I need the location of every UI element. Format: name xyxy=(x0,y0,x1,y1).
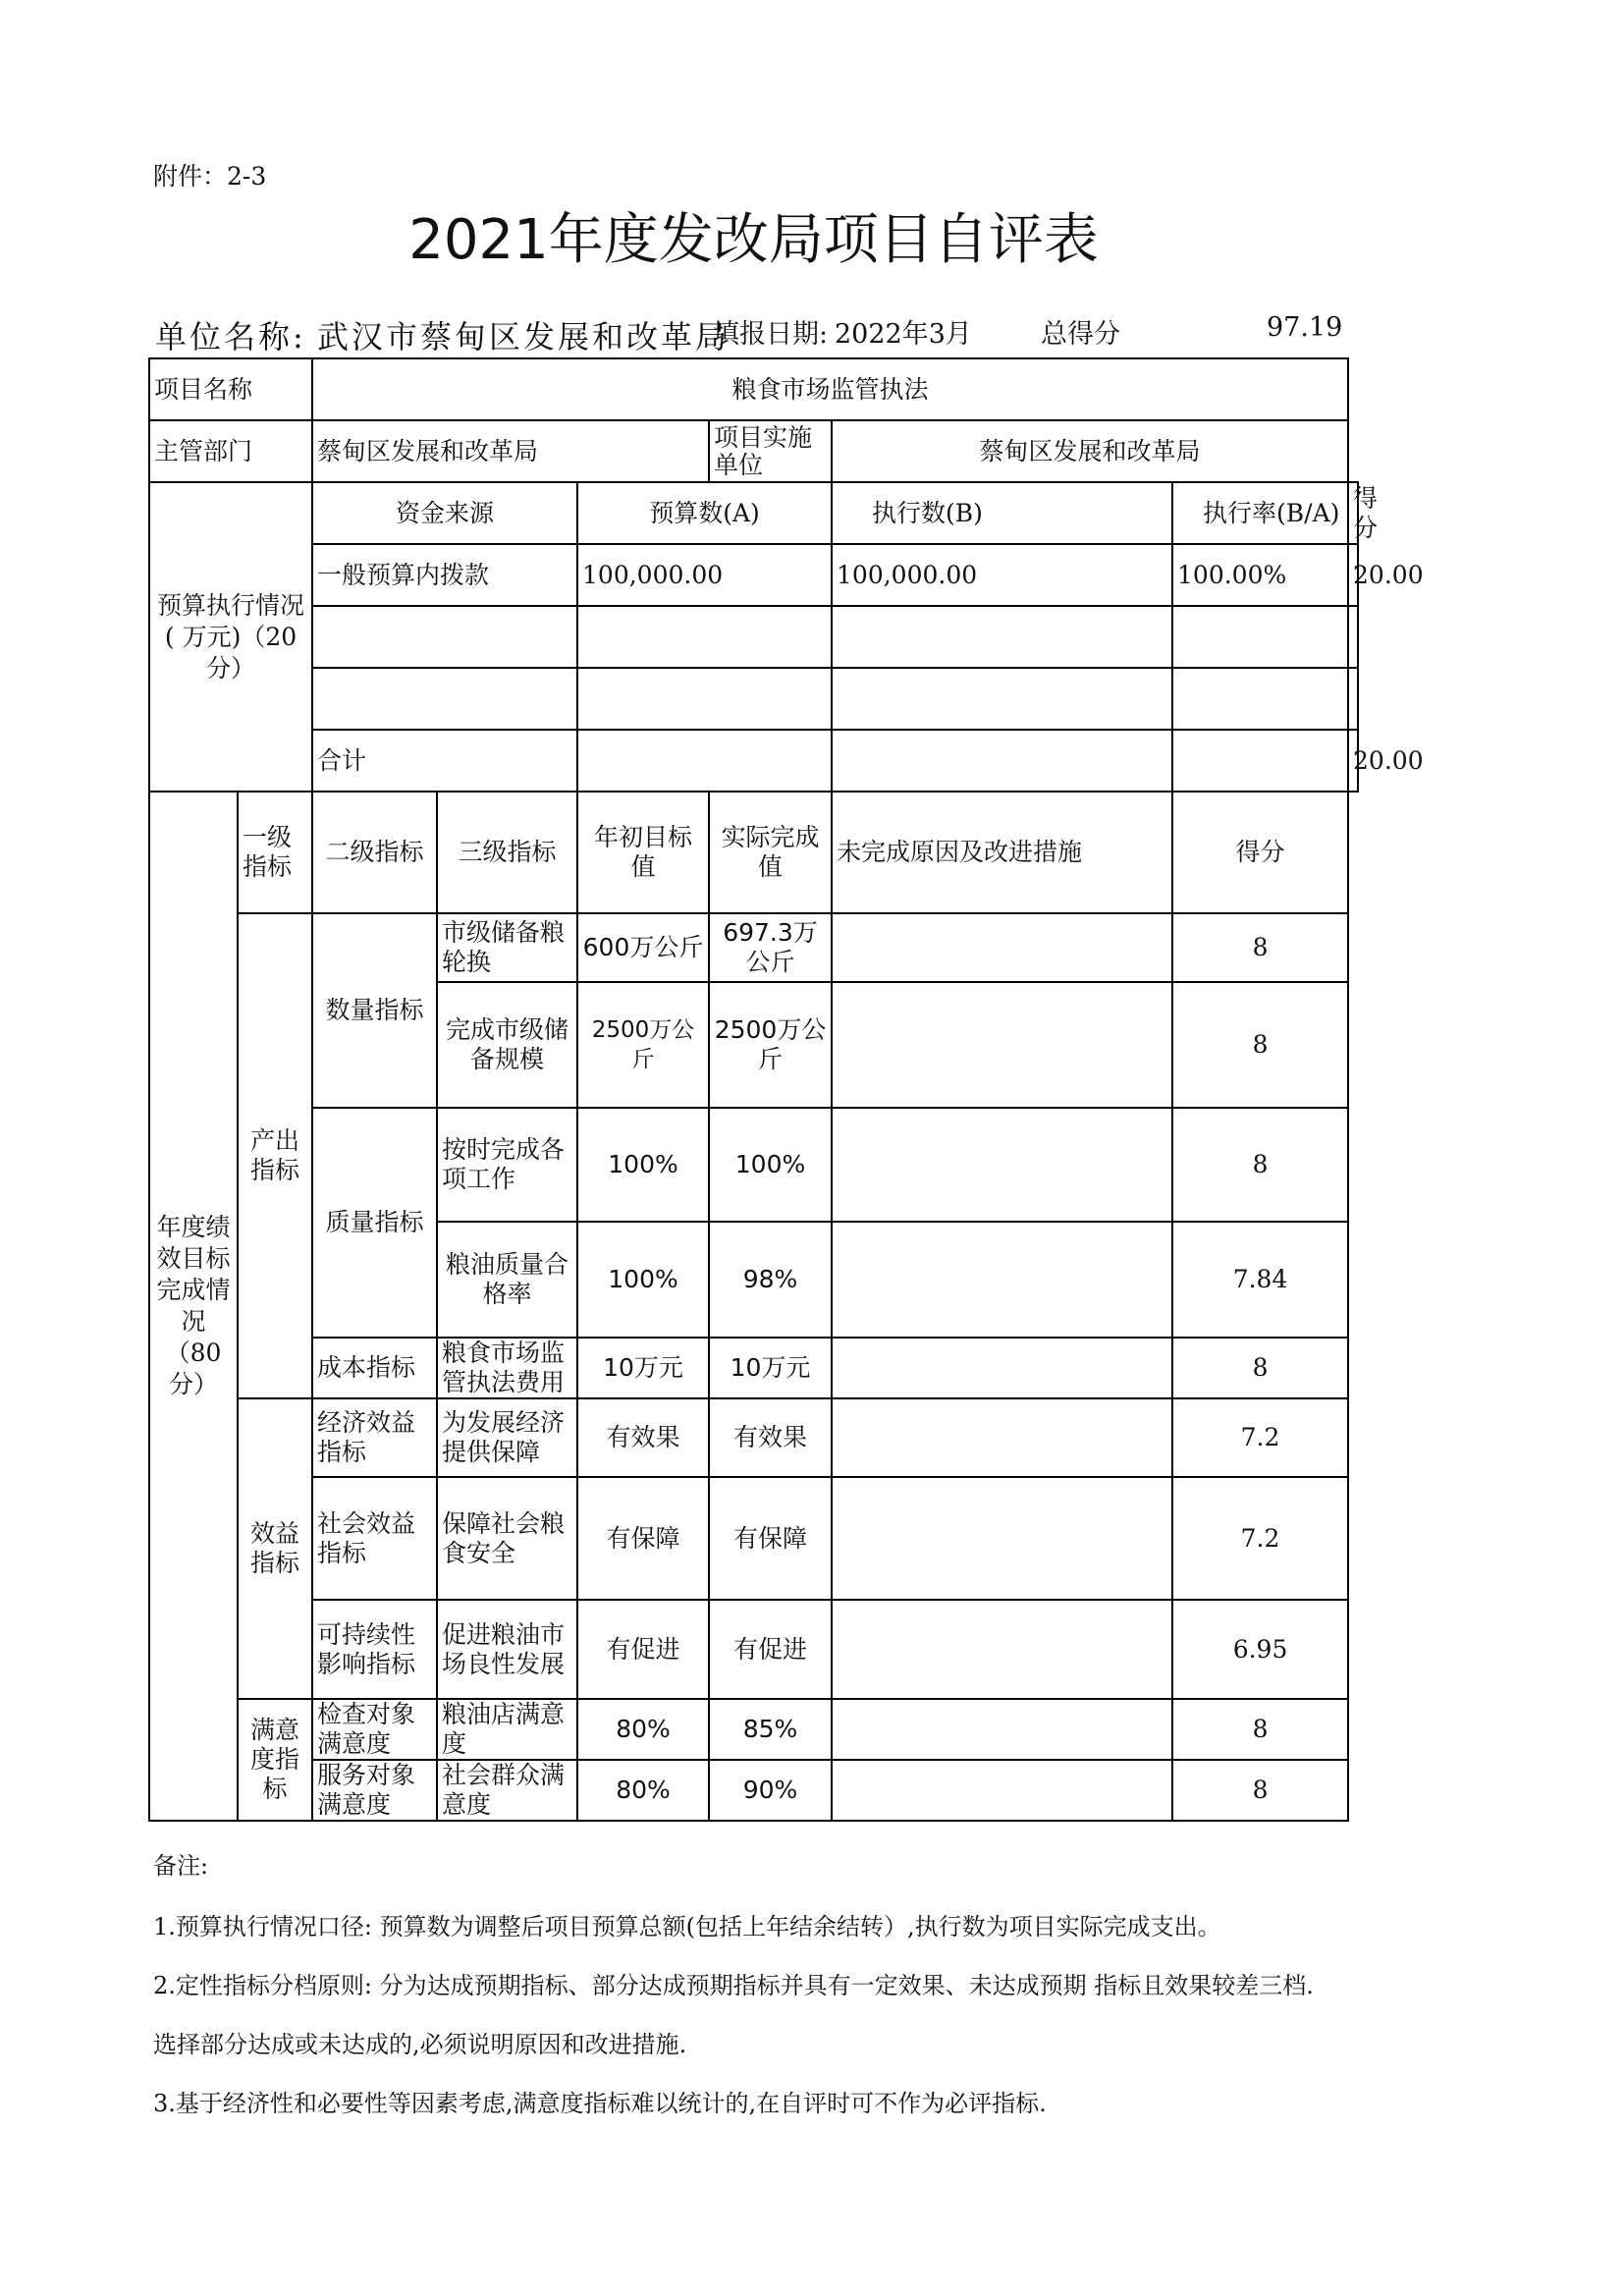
budget-empty-cell xyxy=(832,668,1172,730)
score-value: 7.2 xyxy=(1172,1398,1348,1477)
reason-cell xyxy=(832,1477,1172,1600)
budget-col-budget: 预算数(A) xyxy=(577,482,832,544)
target-value: 80% xyxy=(577,1699,709,1760)
col-level1: 一级指标 xyxy=(238,792,312,913)
actual-value: 有促进 xyxy=(709,1600,832,1699)
sub-quality: 质量指标 xyxy=(312,1108,437,1338)
sub-sustain: 可持续性影响指标 xyxy=(312,1600,437,1699)
col-level3: 三级指标 xyxy=(437,792,577,913)
budget-col-executed: 执行数(B) xyxy=(832,482,1172,544)
col-target: 年初目标值 xyxy=(577,792,709,913)
indicator: 按时完成各项工作 xyxy=(437,1108,577,1222)
page-title: 2021年度发改局项目自评表 xyxy=(408,208,1099,272)
col-level2: 二级指标 xyxy=(312,792,437,913)
sub-social: 社会效益指标 xyxy=(312,1477,437,1600)
budget-empty-cell xyxy=(577,606,832,668)
reason-cell xyxy=(832,1398,1172,1477)
group-benefit: 效益指标 xyxy=(238,1398,312,1699)
reason-cell xyxy=(832,982,1172,1108)
indicator: 保障社会粮食安全 xyxy=(437,1477,577,1600)
reason-cell xyxy=(832,1108,1172,1222)
note-2b: 选择部分达成或未达成的,必须说明原因和改进措施. xyxy=(153,2031,687,2058)
performance-section-label: 年度绩效目标完成情况（80分） xyxy=(149,792,238,1821)
reason-cell xyxy=(832,1600,1172,1699)
sub-served: 服务对象满意度 xyxy=(312,1760,437,1821)
target-value: 80% xyxy=(577,1760,709,1821)
fill-date-value: 2022年3月 xyxy=(835,319,972,350)
budget-col-score: 得分 xyxy=(1348,482,1358,544)
sub-economic: 经济效益指标 xyxy=(312,1398,437,1477)
reason-cell xyxy=(832,1222,1172,1338)
indicator: 促进粮油市场良性发展 xyxy=(437,1600,577,1699)
score-value: 6.95 xyxy=(1172,1600,1348,1699)
group-output: 产出指标 xyxy=(238,913,312,1398)
indicator: 粮油店满意度 xyxy=(437,1699,577,1760)
project-name-value: 粮食市场监管执法 xyxy=(312,358,1348,420)
budget-row-budget: 100,000.00 xyxy=(577,544,832,606)
budget-row-source: 一般预算内拨款 xyxy=(312,544,577,606)
note-1: 1.预算执行情况口径: 预算数为调整后项目预算总额(包括上年结余结转）,执行数为项目实际完成支出。 xyxy=(153,1913,1221,1941)
reason-cell xyxy=(832,1699,1172,1760)
target-value: 有保障 xyxy=(577,1477,709,1600)
indicator: 粮食市场监管执法费用 xyxy=(437,1338,577,1398)
budget-row-executed: 100,000.00 xyxy=(832,544,1172,606)
impl-unit-value: 蔡甸区发展和改革局 xyxy=(832,420,1348,482)
indicator: 社会群众满意度 xyxy=(437,1760,577,1821)
budget-col-rate: 执行率(B/A) xyxy=(1172,482,1348,544)
budget-empty-cell xyxy=(832,606,1172,668)
budget-empty-cell xyxy=(1172,668,1348,730)
note-3: 3.基于经济性和必要性等因素考虑,满意度指标难以统计的,在自评时可不作为必评指标. xyxy=(153,2090,1047,2117)
reason-cell xyxy=(832,913,1172,982)
col-reason: 未完成原因及改进措施 xyxy=(832,792,1172,913)
budget-col-source: 资金来源 xyxy=(312,482,577,544)
budget-section-label: 预算执行情况( 万元)（20分） xyxy=(149,482,312,792)
indicator: 粮油质量合格率 xyxy=(437,1222,577,1338)
score-value: 7.84 xyxy=(1172,1222,1348,1338)
indicator: 完成市级储备规模 xyxy=(437,982,577,1108)
score-value: 8 xyxy=(1172,982,1348,1108)
actual-value: 10万元 xyxy=(709,1338,832,1398)
actual-value: 100% xyxy=(709,1108,832,1222)
indicator: 为发展经济提供保障 xyxy=(437,1398,577,1477)
actual-value: 有保障 xyxy=(709,1477,832,1600)
score-value: 8 xyxy=(1172,1760,1348,1821)
indicator: 市级储备粮轮换 xyxy=(437,913,577,982)
target-value: 2500万公斤 xyxy=(577,982,709,1108)
sub-inspected: 检查对象满意度 xyxy=(312,1699,437,1760)
target-value: 有促进 xyxy=(577,1600,709,1699)
unit-name-value: 武汉市蔡甸区发展和改革局 xyxy=(317,318,731,355)
impl-unit-label: 项目实施单位 xyxy=(709,420,832,482)
budget-empty-cell xyxy=(577,668,832,730)
col-actual: 实际完成值 xyxy=(709,792,832,913)
budget-total-label: 合计 xyxy=(312,730,577,792)
unit-name-label: 单位名称: xyxy=(155,318,306,355)
budget-total-score: 20.00 xyxy=(1348,730,1358,792)
actual-value: 98% xyxy=(709,1222,832,1338)
target-value: 有效果 xyxy=(577,1398,709,1477)
score-value: 8 xyxy=(1172,1699,1348,1760)
project-name-label: 项目名称 xyxy=(149,358,312,420)
budget-empty-cell xyxy=(1348,668,1358,730)
score-value: 8 xyxy=(1172,1338,1348,1398)
fill-date-label: 填报日期: xyxy=(713,319,829,350)
budget-empty-cell xyxy=(577,730,832,792)
group-satisfaction: 满意度指标 xyxy=(238,1699,312,1821)
budget-empty-cell xyxy=(1172,606,1348,668)
target-value: 10万元 xyxy=(577,1338,709,1398)
sub-cost: 成本指标 xyxy=(312,1338,437,1398)
dept-value: 蔡甸区发展和改革局 xyxy=(312,420,709,482)
col-score: 得分 xyxy=(1172,792,1348,913)
actual-value: 2500万公斤 xyxy=(709,982,832,1108)
budget-row-score: 20.00 xyxy=(1348,544,1358,606)
budget-empty-cell xyxy=(312,668,577,730)
actual-value: 697.3万公斤 xyxy=(709,913,832,982)
actual-value: 有效果 xyxy=(709,1398,832,1477)
total-score-value: 97.19 xyxy=(1267,312,1343,343)
total-score-label: 总得分 xyxy=(1041,319,1120,350)
target-value: 100% xyxy=(577,1108,709,1222)
score-value: 8 xyxy=(1172,1108,1348,1222)
score-value: 8 xyxy=(1172,913,1348,982)
note-2: 2.定性指标分档原则: 分为达成预期指标、部分达成预期指标并具有一定效果、未达成预期 指标且效果较差三档. xyxy=(153,1972,1314,1999)
budget-row-rate: 100.00% xyxy=(1172,544,1348,606)
score-value: 7.2 xyxy=(1172,1477,1348,1600)
sub-quantity: 数量指标 xyxy=(312,913,437,1108)
budget-empty-cell xyxy=(832,730,1172,792)
reason-cell xyxy=(832,1338,1172,1398)
reason-cell xyxy=(832,1760,1172,1821)
dept-label: 主管部门 xyxy=(149,420,312,482)
evaluation-table xyxy=(148,357,1424,1822)
attachment-label: 附件：2-3 xyxy=(153,162,267,191)
actual-value: 90% xyxy=(709,1760,832,1821)
budget-empty-cell xyxy=(1172,730,1348,792)
actual-value: 85% xyxy=(709,1699,832,1760)
target-value: 600万公斤 xyxy=(577,913,709,982)
budget-empty-cell xyxy=(312,606,577,668)
notes-title: 备注: xyxy=(153,1852,209,1880)
target-value: 100% xyxy=(577,1222,709,1338)
budget-empty-cell xyxy=(1348,606,1358,668)
